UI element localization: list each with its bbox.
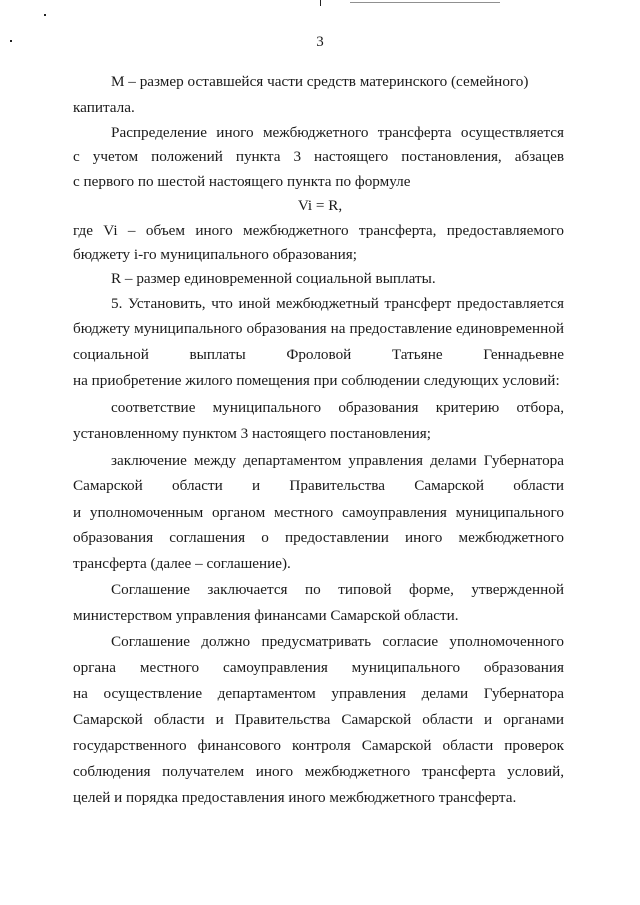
text-line: с учетом положений пункта 3 настоящего постановления, абзацев — [73, 148, 564, 165]
scan-mark — [350, 2, 500, 3]
scan-mark — [44, 14, 46, 16]
text-line: Самарской области и Правительства Самарской области — [73, 477, 564, 494]
text-line: на осуществление департаментом управления делами Губернатора — [73, 685, 564, 702]
text-line: R – размер единовременной социальной выплаты. — [111, 270, 436, 287]
text-line: трансферта (далее – соглашение). — [73, 555, 291, 572]
text-line: органа местного самоуправления муниципального образования — [73, 659, 564, 676]
text-line: Самарской области и Правительства Самарской области и органами — [73, 711, 564, 728]
text-line: образования соглашения о предоставлении иного межбюджетного — [73, 529, 564, 546]
formula: Vi = R, — [297, 197, 343, 214]
text-line: где Vi – объем иного межбюджетного трансферта, предоставляемого — [73, 222, 564, 239]
text-line: целей и порядка предоставления иного межбюджетного трансферта. — [73, 789, 517, 806]
text-line: и уполномоченным органом местного самоуправления муниципального — [73, 504, 564, 521]
page-number: 3 — [316, 34, 324, 50]
scan-mark — [320, 0, 321, 6]
text-line: бюджету муниципального образования на предоставление единовременной — [73, 320, 564, 337]
text-line: социальной выплаты Фроловой Татьяне Геннадьевне — [73, 346, 564, 363]
text-line: министерством управления финансами Самарской области. — [73, 607, 459, 624]
text-line: Распределение иного межбюджетного трансферта осуществляется — [111, 124, 564, 141]
text-line: установленному пунктом 3 настоящего постановления; — [73, 425, 431, 442]
text-line: на приобретение жилого помещения при соблюдении следующих условий: — [73, 372, 560, 389]
text-line: Соглашение должно предусматривать согласие уполномоченного — [111, 633, 564, 650]
text-line: 5. Установить, что иной межбюджетный трансферт предоставляется — [111, 295, 564, 312]
text-line: соответствие муниципального образования критерию отбора, — [111, 399, 564, 416]
text-line: государственного финансового контроля Самарской области проверок — [73, 737, 564, 754]
text-line: капитала. — [73, 99, 135, 116]
text-line: Соглашение заключается по типовой форме, утвержденной — [111, 581, 564, 598]
text-line: соблюдения получателем иного межбюджетного трансферта условий, — [73, 763, 564, 780]
text-line: М – размер оставшейся части средств материнского (семейного) — [111, 73, 529, 90]
text-line: заключение между департаментом управления делами Губернатора — [111, 452, 564, 469]
text-line: бюджету i-го муниципального образования; — [73, 246, 357, 263]
text-line: с первого по шестой настоящего пункта по формуле — [73, 173, 411, 190]
